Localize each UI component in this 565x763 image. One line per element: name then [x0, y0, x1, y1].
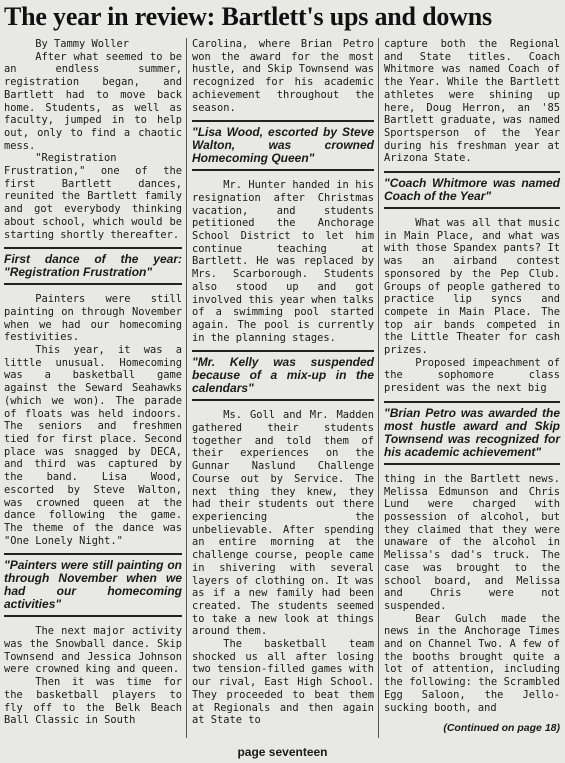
column-rule [378, 38, 379, 738]
column-3 [384, 38, 560, 734]
pull-quote: First dance of the year: "Registration Frustration" [4, 247, 182, 285]
pull-quote: "Brian Petro was awarded the most hustle award and Skip Townsend was recognized for his academic achievement" [384, 401, 560, 465]
pull-quote: "Painters were still painting on through November when we had our homecoming activities" [4, 553, 182, 617]
pull-quote: "Mr. Kelly was suspended because of a mix-up in the calendars" [192, 350, 374, 401]
paragraph: Bear Gulch made the news in the Anchorage Times and on Channel Two. A few of the booths brought quite a lot of attention, including the following: the Scrambled Egg Saloon, the Jello-sucking booth, and [384, 612, 560, 714]
column-1 [4, 38, 182, 727]
page-number: page seventeen [237, 745, 328, 759]
paragraph: Proposed impeachment of the sophomore class president was the next big [384, 356, 560, 395]
paragraph: Painters were still painting on through November when we had our homecoming festivities. [4, 293, 182, 344]
column-2 [192, 38, 374, 727]
paragraph: "Registration Frustration," one of the first Bartlett dances, reunited the Bartlett family and got everybody thinking about school, which would be starting shortly thereafter. [4, 152, 182, 241]
paragraph: This year, it was a little unusual. Homecoming was a basketball game against the Seward Seahawks (which we won). The parade of floats was held indoors. The seniors and freshmen tied for first place. Second place was snagged by DECA, and third was captured by the band. Lisa Wood, escorted by Steve Walton, was crowned queen at the dance following the game. The theme of the dance was "One Lonely Night." [4, 344, 182, 547]
paragraph: thing in the Bartlett news. Melissa Edmunson and Chris Lund were charged with possession of alcohol, but they claimed that they were unaware of the alcohol in Melissa's dad's truck. The case was brought to the school board, and Melissa and Chris were not suspended. [384, 472, 560, 612]
paragraph: What was all that music in Main Place, and what was with those Spandex pants? It was an airband contest sponsored by the Pep Club. Groups of people gathered to practice lip syncs and compete in Main Place. The top air bands competed in the Little Theater for cash prizes. [384, 217, 560, 357]
byline: By Tammy Woller [35, 38, 130, 50]
pull-quote: "Lisa Wood, escorted by Steve Walton, was crowned Homecoming Queen" [192, 120, 374, 171]
paragraph: After what seemed to be an endless summer, registration began, and Bartlett had to move back home. Students, as well as faculty, jumped in to help out, only to find a chaotic mess. [4, 50, 182, 152]
paragraph: The next major activity was the Snowball dance. Skip Townsend and Jessica Johnson were crowned king and queen. [4, 625, 182, 676]
page-headline: The year in review: Bartlett's ups and downs [4, 2, 492, 31]
paragraph: Carolina, where Brian Petro won the award for the most hustle, and Skip Townsend was recognized for his academic achievement throughout the season. [192, 38, 374, 114]
continued-note: (Continued on page 18) [443, 722, 560, 735]
paragraph: Mr. Hunter handed in his resignation after Christmas vacation, and students petitioned the Anchorage School District to let him continue teaching at Bartlett. He was replaced by Mrs. Scarborough. Students also stood up and got involved this year when talks of a swimming pool started again. The pool is currently in the planning stages. [192, 179, 374, 344]
paragraph: Then it was time for the basketball players to fly off to the Belk Beach Ball Classic in South [4, 676, 182, 727]
column-rule [186, 38, 187, 738]
paragraph: capture both the Regional and State titles. Coach Whitmore was named Coach of the Year. While the Bartlett athletes were shining up here, Doug Herron, an '85 Bartlett graduate, was named Sportsperson of the Year during his freshman year at Arizona State. [384, 38, 560, 165]
pull-quote: "Coach Whitmore was named Coach of the Year" [384, 171, 560, 209]
paragraph: The basketball team shocked us all after losing two tension-filled games with our rival, East High School. They proceeded to beat them at Regionals and then again at State to [192, 638, 374, 727]
paragraph: Ms. Goll and Mr. Madden gathered their students together and told them of their experiences on the Gunnar Naslund Challenge Course out by Service. The next thing they knew, they had their students out there experiencing the unbelievable. After spending an entire morning at the challenge course, people came in shivering with several layers of clothing on. It was as if a new family had been created. The students seemed to take a new look at things around them. [192, 409, 374, 638]
